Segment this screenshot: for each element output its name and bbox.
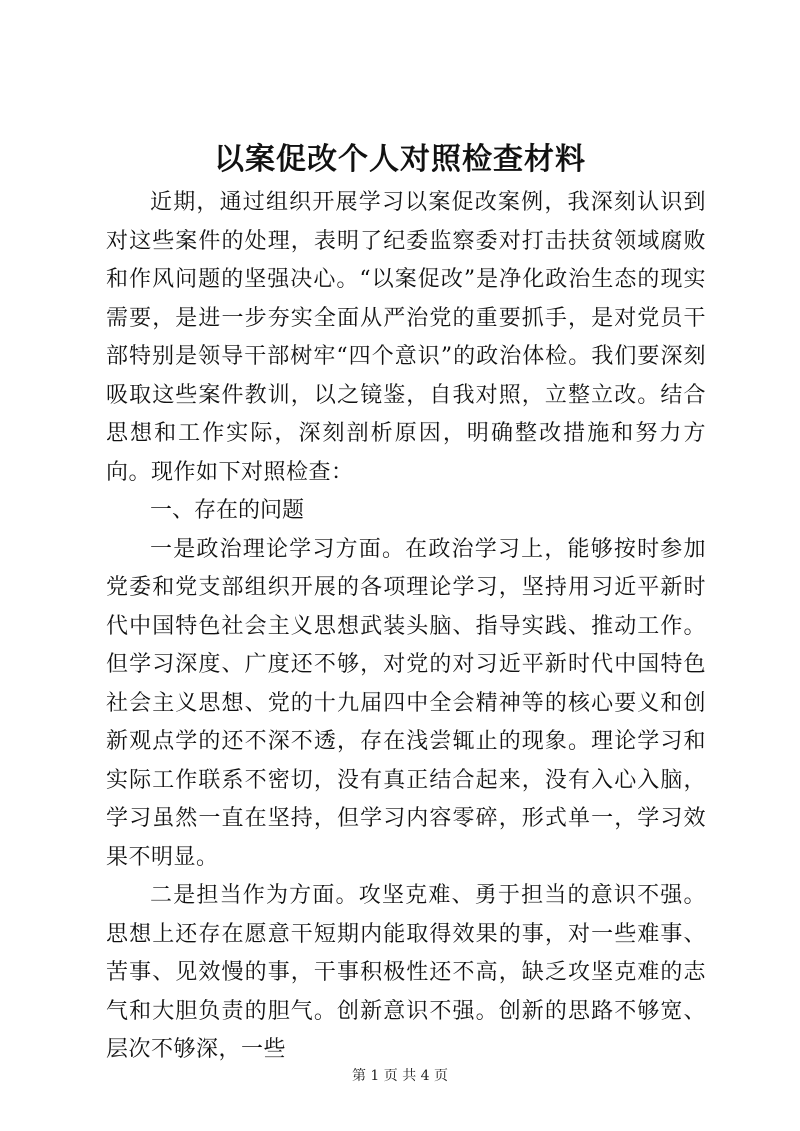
responsibility-paragraph: 二是担当作为方面。攻坚克难、勇于担当的意识不强。思想上还存在愿意干短期内能取得效果的事，对一些难事、苦事、见效慢的事，干事积极性还不高，缺乏攻坚克难的志气和大胆负责的胆气。创新意识不强。创新的思路不够宽、层次不够深，一些 bbox=[106, 883, 706, 1062]
document-title: 以案促改个人对照检查材料 bbox=[214, 142, 586, 177]
section-heading: 一、存在的问题 bbox=[150, 498, 305, 523]
page-footer: 第 1 页 共 4 页 bbox=[351, 1068, 449, 1084]
intro-paragraph: 近期，通过组织开展学习以案促改案例，我深刻认识到对这些案件的处理，表明了纪委监察委对打击扶贫领域腐败和作风问题的坚强决心。“以案促改”是净化政治生态的现实需要，是进一步夯实全面从严治党的重要抓手，是对党员干部特别是领导干部树牢“四个意识”的政治体检。我们要深刻吸取这些案件教训，以之镜鉴，自我对照，立整立改。结合思想和工作实际，深刻剖析原因，明确整改措施和努力方向。现作如下对照检查： bbox=[106, 190, 706, 485]
political-study-paragraph: 一是政治理论学习方面。在政治学习上，能够按时参加党委和党支部组织开展的各项理论学习，坚持用习近平新时代中国特色社会主义思想武装头脑、指导实践、推动工作。但学习深度、广度还不够，对党的对习近平新时代中国特色社会主义思想、党的十九届四中全会精神等的核心要义和创新观点学的还不深不透，存在浅尝辄止的现象。理论学习和实际工作联系不密切，没有真正结合起来，没有入心入脑，学习虽然一直在坚持，但学习内容零碎，形式单一，学习效果不明显。 bbox=[106, 536, 706, 870]
document-body bbox=[106, 184, 706, 1070]
